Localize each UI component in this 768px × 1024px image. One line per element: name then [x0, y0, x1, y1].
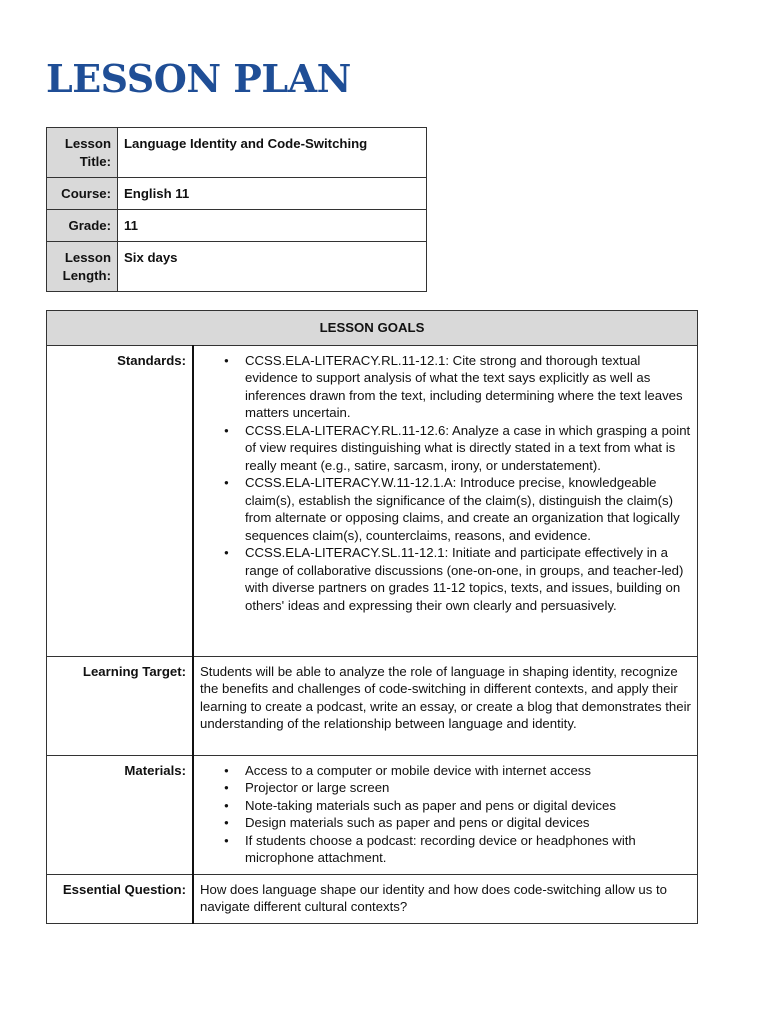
- lesson-title-value: Language Identity and Code-Switching: [118, 128, 427, 178]
- standards-row: [47, 345, 698, 656]
- lesson-length-label: Lesson Length:: [47, 242, 118, 292]
- learning-target-value: Students will be able to analyze the role of language in shaping identity, recognize the benefits and challenges of code-switching in different contexts, and apply their learning to create a podcast, write an essay, or create a blog that demonstrates their understanding of the relationship between language and identity.: [193, 656, 698, 755]
- material-item: ● Projector or large screen: [245, 779, 691, 797]
- materials-row: [47, 755, 698, 874]
- essential-question-label: Essential Question:: [47, 874, 194, 923]
- materials-list: [200, 762, 691, 867]
- material-item: ● Design materials such as paper and pens or digital devices: [245, 814, 691, 832]
- materials-value: [193, 755, 698, 874]
- material-item: ● Note-taking materials such as paper and pens or digital devices: [245, 797, 691, 815]
- standard-item: ● CCSS.ELA-LITERACY.RL.11-12.1: Cite strong and thorough textual evidence to support analysis of what the text says explicitly as well as inferences drawn from the text, including determining where the text leaves matters uncertain.: [245, 352, 691, 422]
- page-title: LESSON PLAN: [46, 56, 351, 101]
- standard-item: ● CCSS.ELA-LITERACY.RL.11-12.6: Analyze a case in which grasping a point of view requires distinguishing what is directly stated in a text from what is really meant (e.g., satire, sarcasm, irony, or understatement).: [245, 422, 691, 475]
- standard-item: ● CCSS.ELA-LITERACY.SL.11-12.1: Initiate and participate effectively in a range of collaborative discussions (one-on-one, in groups, and teacher-led) with diverse partners on grades 11-12 topics, texts, and issues, building on others' ideas and expressing their own clearly and persuasively.: [245, 544, 691, 614]
- standards-label: Standards:: [47, 345, 194, 656]
- standards-list: [200, 352, 691, 615]
- standard-item: ● CCSS.ELA-LITERACY.W.11-12.1.A: Introduce precise, knowledgeable claim(s), establish the significance of the claim(s), distinguish the claim(s) from alternate or opposing claims, and create an organization that logically sequences claim(s), counterclaims, reasons, and evidence.: [245, 474, 691, 544]
- grade-label: Grade:: [47, 210, 118, 242]
- essential-question-value: How does language shape our identity and how does code-switching allow us to navigate different cultural contexts?: [193, 874, 698, 923]
- lesson-length-row: [47, 242, 427, 292]
- lesson-goals-table: [46, 310, 698, 924]
- learning-target-label: Learning Target:: [47, 656, 194, 755]
- standards-value: [193, 345, 698, 656]
- lesson-info-table: [46, 127, 427, 292]
- lesson-length-value: Six days: [118, 242, 427, 292]
- grade-row: [47, 210, 427, 242]
- materials-label: Materials:: [47, 755, 194, 874]
- course-label: Course:: [47, 178, 118, 210]
- learning-target-row: [47, 656, 698, 755]
- material-item: ● Access to a computer or mobile device with internet access: [245, 762, 691, 780]
- lesson-goals-header: LESSON GOALS: [47, 311, 698, 346]
- course-row: [47, 178, 427, 210]
- material-item: ● If students choose a podcast: recording device or headphones with microphone attachment.: [245, 832, 691, 867]
- lesson-title-row: [47, 128, 427, 178]
- course-value: English 11: [118, 178, 427, 210]
- essential-question-row: [47, 874, 698, 923]
- lesson-goals-header-row: [47, 311, 698, 346]
- grade-value: 11: [118, 210, 427, 242]
- lesson-title-label: Lesson Title:: [47, 128, 118, 178]
